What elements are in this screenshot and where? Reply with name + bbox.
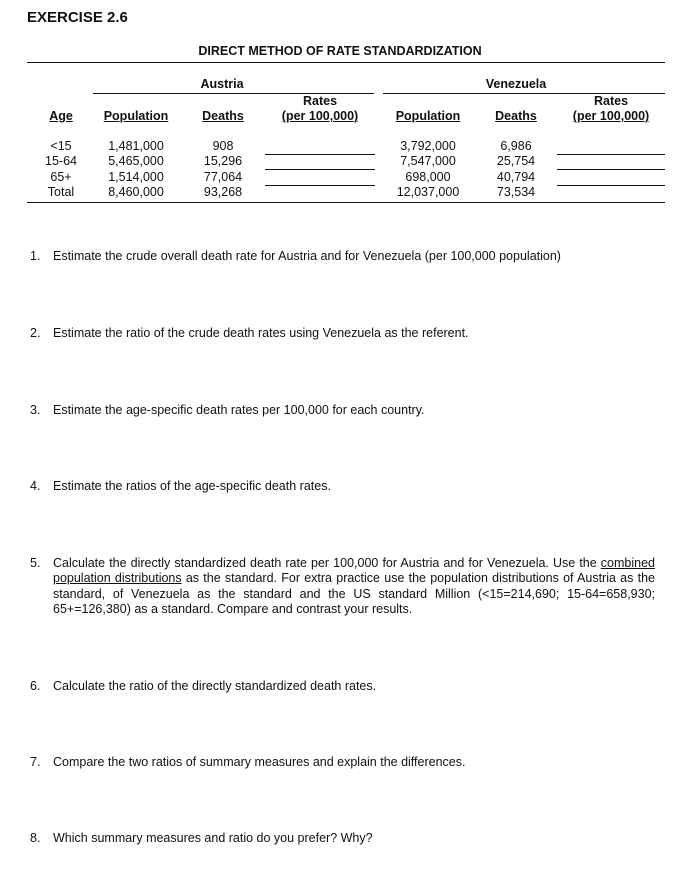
table-bottom-rule	[27, 202, 665, 203]
table-cell-v-deaths: 40,794	[496, 169, 536, 184]
header-age: Age	[49, 109, 73, 123]
question-4	[30, 479, 655, 494]
table-cell-v-pop: 7,547,000	[400, 154, 456, 169]
table-cell-a-deaths: 77,064	[203, 169, 243, 184]
table-cell-age: 15-64	[45, 154, 77, 169]
question-7	[30, 755, 655, 770]
rate-blank[interactable]	[557, 185, 665, 186]
table-cell-age: Total	[47, 184, 75, 199]
rate-blank[interactable]	[557, 169, 665, 170]
rate-blank[interactable]	[265, 154, 375, 155]
table-cell-a-deaths: 908	[212, 139, 234, 153]
table-top-rule	[27, 62, 665, 63]
table-cell-a-pop: 8,460,000	[108, 184, 164, 199]
question-number: 4.	[30, 479, 41, 493]
question-text: Estimate the crude overall death rate for Austria and for Venezuela (per 100,000 population)	[53, 249, 561, 263]
question-6	[30, 679, 655, 694]
rates-header-top: Rates	[302, 94, 338, 108]
question-text: Which summary measures and ratio do you prefer? Why?	[53, 831, 373, 845]
header-deaths: Deaths	[202, 109, 244, 123]
header-population: Population	[103, 109, 169, 123]
question-text: Estimate the ratios of the age-specific death rates.	[53, 479, 331, 493]
question-text-underlined: combined population distributions	[53, 556, 655, 586]
table-cell-v-pop: 698,000	[405, 169, 451, 184]
question-number: 3.	[30, 403, 41, 417]
question-text-post: as the standard. For extra practice use the population distributions of Austria as the standard, of Venezuela as the standard and the US standard Million (<15=214,690; 15-64=658,930; 65+=126,380) as a standard. Compare and contrast your results.	[53, 571, 655, 616]
group-venezuela: Venezuela	[485, 77, 547, 91]
question-2	[30, 326, 655, 341]
table-cell-v-pop: 3,792,000	[400, 139, 456, 153]
table-cell-a-pop: 1,514,000	[108, 169, 164, 184]
header-population: Population	[395, 109, 461, 123]
group-austria: Austria	[200, 77, 244, 91]
rate-blank[interactable]	[557, 154, 665, 155]
table-cell-a-pop: 1,481,000	[108, 139, 164, 153]
header-rates: (per 100,000)	[572, 109, 650, 123]
question-text: Compare the two ratios of summary measures and explain the differences.	[53, 755, 466, 769]
table-cell-v-deaths: 6,986	[500, 139, 532, 153]
table-cell-a-deaths: 15,296	[203, 154, 243, 169]
table-cell-v-deaths: 73,534	[496, 184, 536, 199]
question-5	[30, 556, 655, 617]
question-number: 5.	[30, 556, 41, 570]
question-number: 2.	[30, 326, 41, 340]
question-number: 8.	[30, 831, 41, 845]
rate-blank[interactable]	[265, 169, 375, 170]
question-8	[30, 831, 655, 846]
question-1	[30, 249, 655, 264]
question-text: Estimate the age-specific death rates per 100,000 for each country.	[53, 403, 425, 417]
table-cell-a-pop: 5,465,000	[108, 154, 164, 169]
question-number: 1.	[30, 249, 41, 263]
table-title: DIRECT METHOD OF RATE STANDARDIZATION	[198, 44, 482, 58]
question-3	[30, 403, 655, 418]
question-text: Calculate the ratio of the directly standardized death rates.	[53, 679, 377, 693]
question-text: Estimate the ratio of the crude death rates using Venezuela as the referent.	[53, 326, 469, 340]
question-text-pre: Calculate the directly standardized death rate per 100,000 for Austria and for Venezuela. Use the	[53, 556, 601, 570]
rate-blank[interactable]	[265, 185, 375, 186]
header-rates: (per 100,000)	[281, 109, 359, 123]
question-text	[53, 556, 655, 617]
question-number: 6.	[30, 679, 41, 693]
table-cell-v-pop: 12,037,000	[396, 184, 460, 199]
rates-header-top: Rates	[593, 94, 629, 108]
table-cell-a-deaths: 93,268	[203, 184, 243, 199]
table-cell-age: 65+	[50, 169, 72, 184]
table-cell-age: <15	[50, 139, 72, 153]
table-cell-v-deaths: 25,754	[496, 154, 536, 169]
exercise-heading: EXERCISE 2.6	[27, 9, 128, 26]
question-number: 7.	[30, 755, 41, 769]
header-deaths: Deaths	[495, 109, 537, 123]
